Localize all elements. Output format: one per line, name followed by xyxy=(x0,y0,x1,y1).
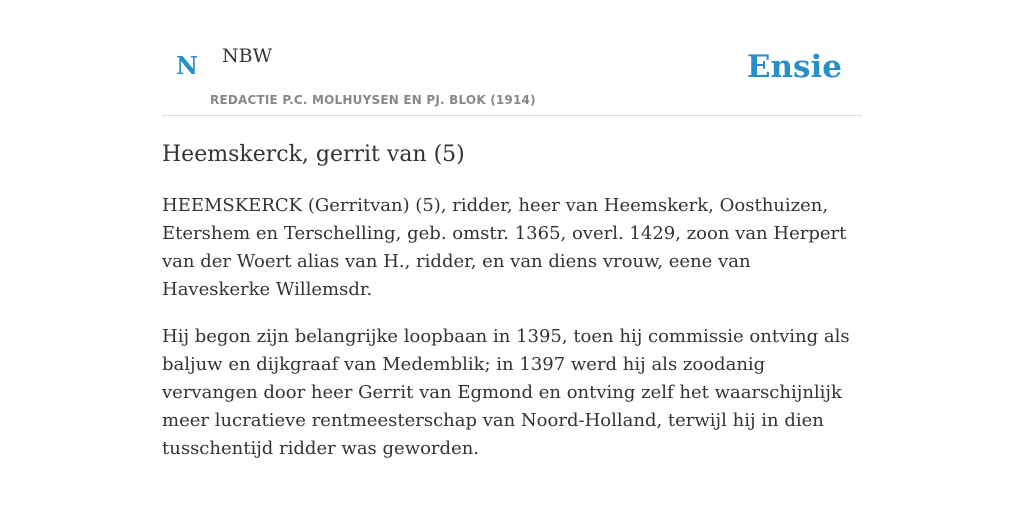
article-title: Heemskerck, gerrit van (5) xyxy=(162,142,465,167)
page xyxy=(162,0,862,459)
source-header xyxy=(162,0,862,116)
article-paragraph: Hij begon zijn belangrijke loopbaan in 1395, toen hij commissie ontving als baljuw en dijkgraaf van Medemblik; in 1397 werd hij als zoodanig vervangen door heer Gerrit van Egmond en ontving zelf het waarschijnlijk meer lucratieve rentmeesterschap van Noord-Holland, terwijl hij in dien tusschentijd ridder was geworden. xyxy=(162,326,850,459)
article-body xyxy=(162,192,862,482)
brand-logo[interactable]: Ensie xyxy=(746,49,842,85)
source-logo[interactable]: N xyxy=(176,51,198,80)
source-name[interactable]: NBW xyxy=(222,45,273,67)
article-paragraph: HEEMSKERCK (Gerritvan) (5), ridder, heer van Heemskerk, Oosthuizen, Etershem en Terschelling, geb. omstr. 1365, overl. 1429, zoon van Herpert van der Woert alias van H., ridder, en van diens vrouw, eene van Haveskerke Willemsdr. xyxy=(162,195,847,300)
source-subtitle: REDACTIE P.C. MOLHUYSEN EN PJ. BLOK (1914) xyxy=(210,93,536,107)
